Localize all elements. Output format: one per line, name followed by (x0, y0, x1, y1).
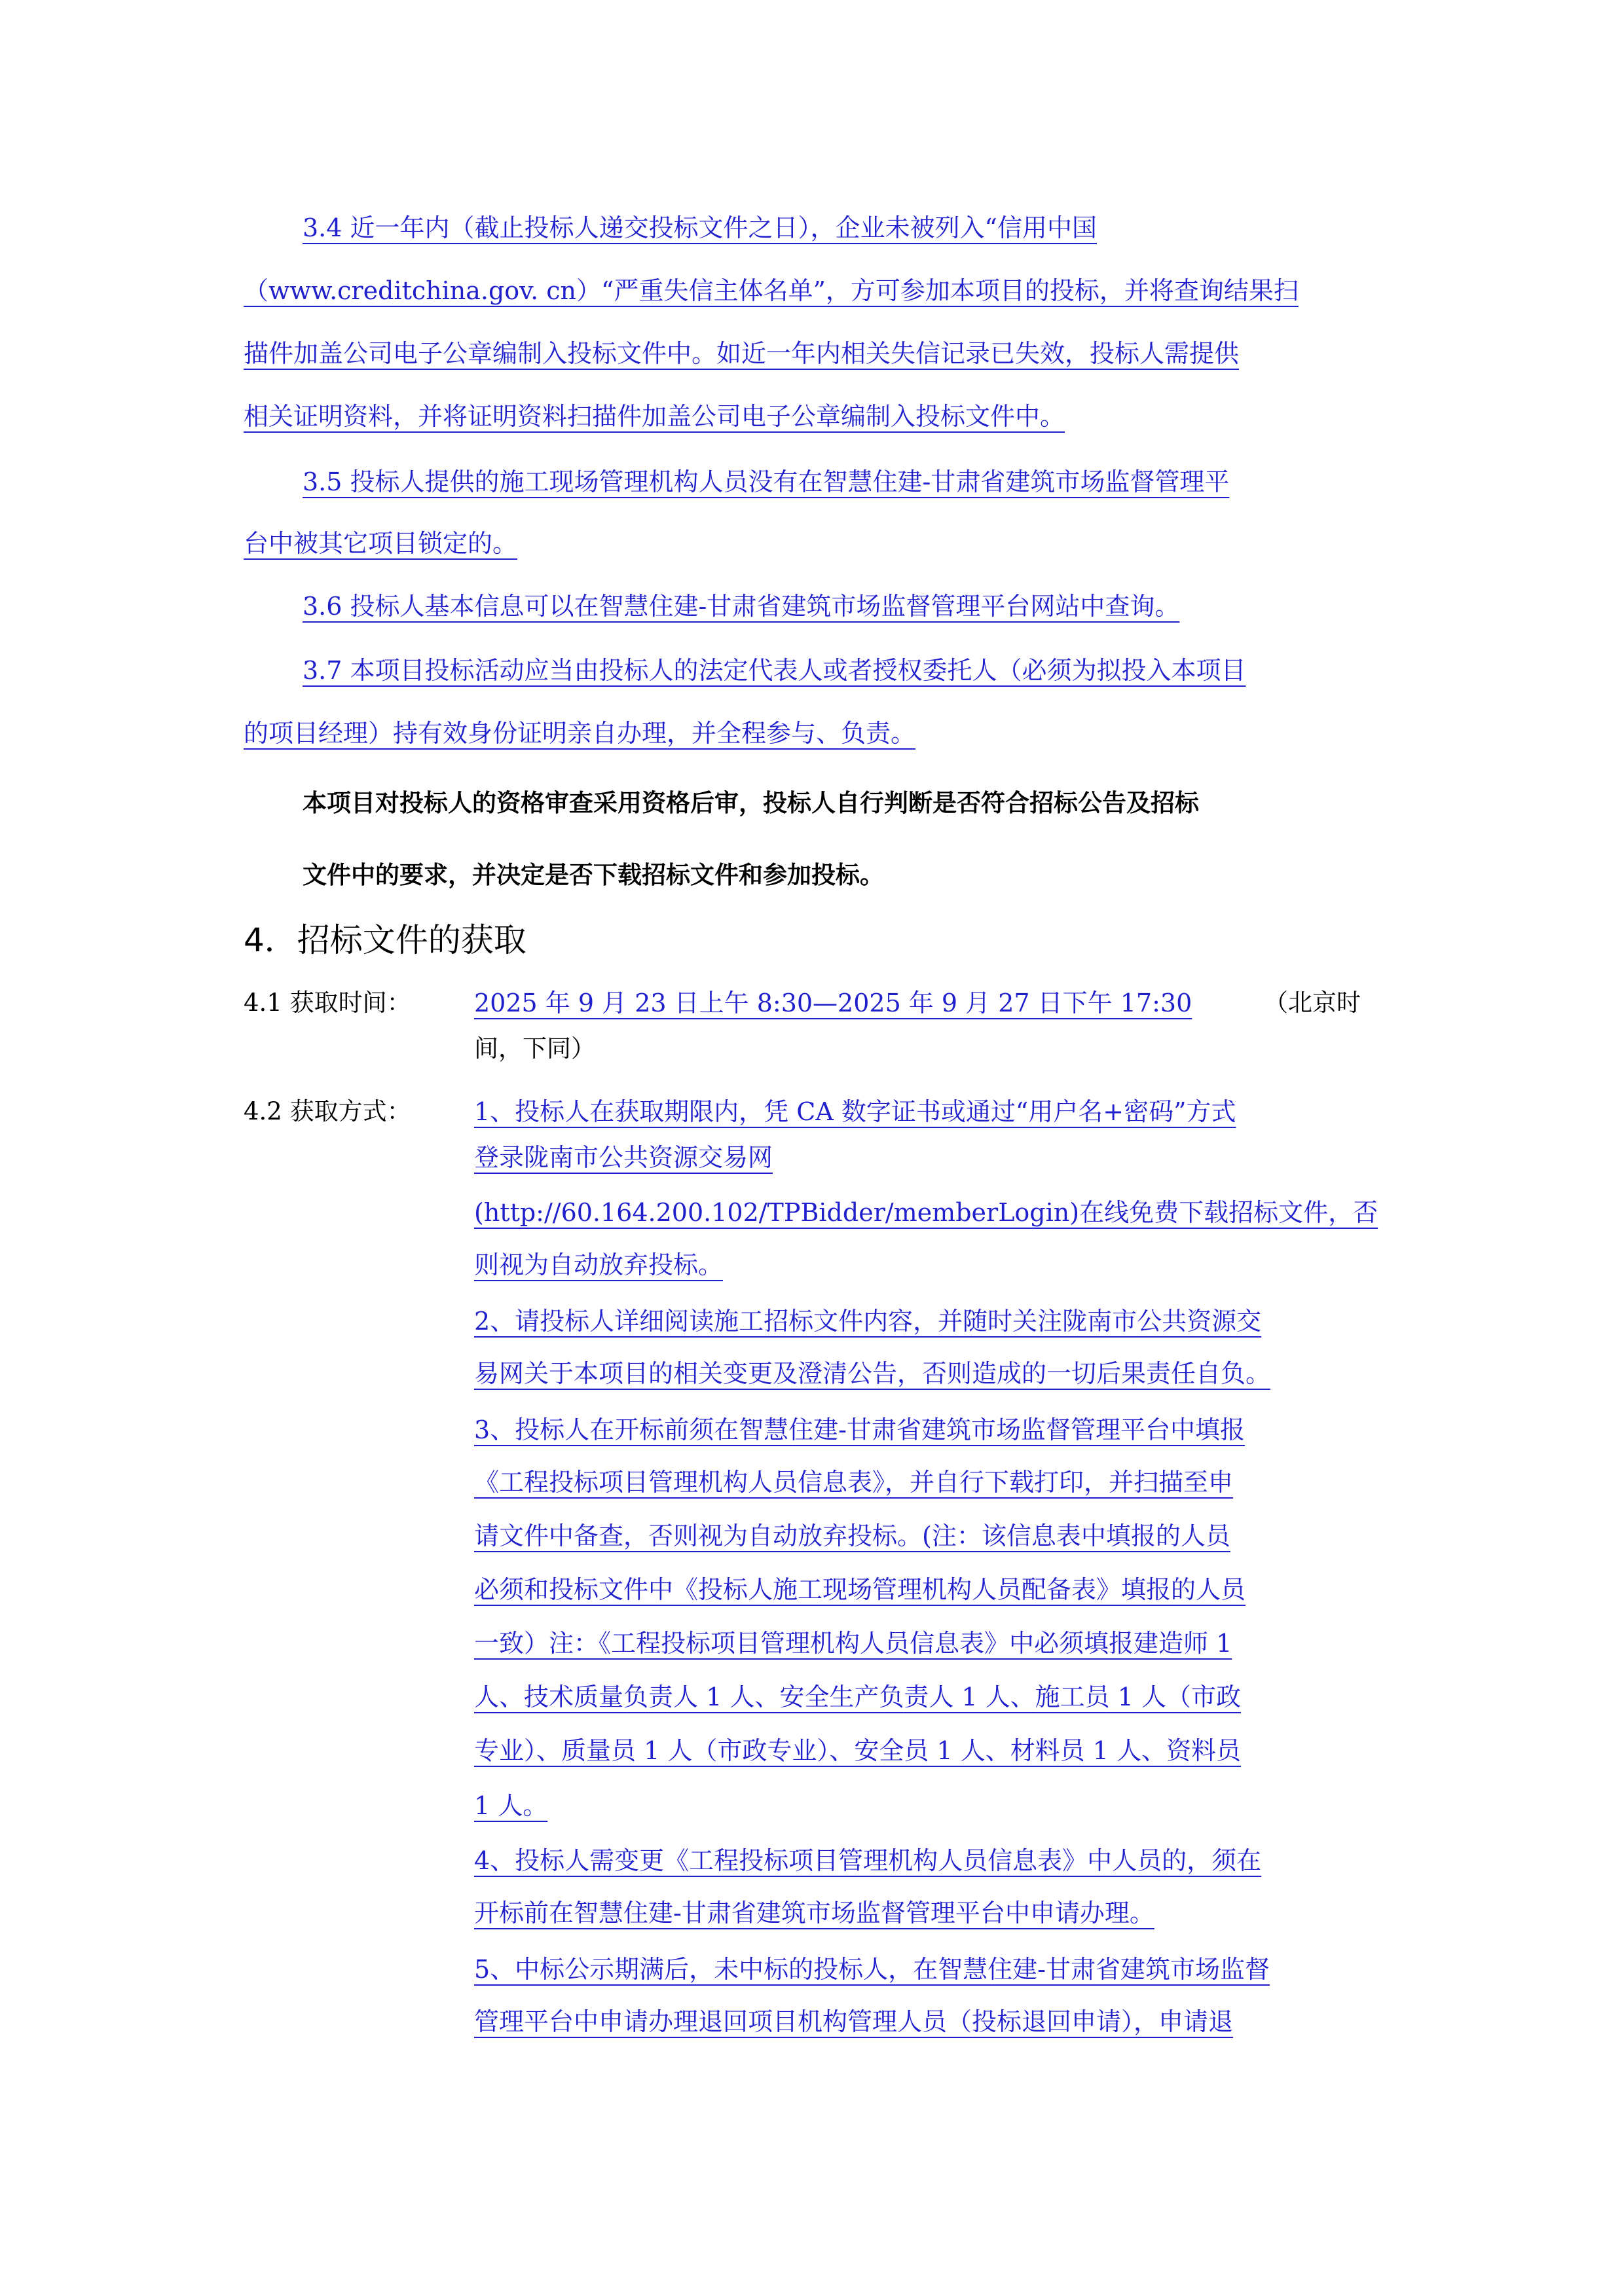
method-line: 一致）注：《工程投标项目管理机构人员信息表》中必须填报建造师 1 (474, 1629, 1232, 1658)
time-line-2: 间，下同） (474, 1034, 595, 1063)
method-line: 《工程投标项目管理机构人员信息表》，并自行下载打印，并扫描至申 (474, 1468, 1234, 1497)
para-3-4-line-4: 相关证明资料，并将证明资料扫描件加盖公司电子公章编制入投标文件中。 (244, 402, 1065, 431)
method-line[interactable]: (http://60.164.200.102/TPBidder/memberLogin)在线免费下载招标文件，否 (474, 1198, 1378, 1227)
method-line: 专业）、质量员 1 人（市政专业）、安全员 1 人、材料员 1 人、资料员 (474, 1736, 1242, 1765)
para-3-5-line-1: 3.5 投标人提供的施工现场管理机构人员没有在智慧住建-甘肃省建筑市场监督管理平 (303, 467, 1230, 496)
method-line: 2、请投标人详细阅读施工招标文件内容，并随时关注陇南市公共资源交 (474, 1307, 1262, 1336)
time-value: 2025 年 9 月 23 日上午 8:30—2025 年 9 月 27 日下午 17:30 (474, 989, 1192, 1017)
para-3-6-line-1: 3.6 投标人基本信息可以在智慧住建-甘肃省建筑市场监督管理平台网站中查询。 (303, 592, 1180, 621)
para-3-5-line-2: 台中被其它项目锁定的。 (244, 529, 518, 558)
method-line: 1、投标人在获取期限内，凭 CA 数字证书或通过“用户名+密码”方式 (474, 1097, 1236, 1126)
section-4-heading: 4．招标文件的获取 (244, 921, 526, 959)
method-line: 请文件中备查，否则视为自动放弃投标。(注：该信息表中填报的人员 (474, 1522, 1230, 1550)
method-label: 4.2 获取方式： (244, 1097, 411, 1125)
method-line: 登录陇南市公共资源交易网 (474, 1143, 773, 1172)
method-line: 4、投标人需变更《工程投标项目管理机构人员信息表》中人员的，须在 (474, 1846, 1262, 1875)
method-line: 人、技术质量负责人 1 人、安全生产负责人 1 人、施工员 1 人（市政 (474, 1683, 1242, 1711)
para-3-4-line-3: 描件加盖公司电子公章编制入投标文件中。如近一年内相关失信记录已失效，投标人需提供 (244, 339, 1240, 368)
para-3-4-line-2: （www.creditchina.gov. cn）“严重失信主体名单”，方可参加本项目的投标，并将查询结果扫 (244, 276, 1299, 305)
method-line: 则视为自动放弃投标。 (474, 1250, 724, 1279)
para-3-7-line-1: 3.7 本项目投标活动应当由投标人的法定代表人或者授权委托人（必须为拟投入本项目 (303, 656, 1246, 685)
method-line: 3、投标人在开标前须在智慧住建-甘肃省建筑市场监督管理平台中填报 (474, 1415, 1246, 1444)
review-line-2: 文件中的要求，并决定是否下载招标文件和参加投标。 (303, 860, 884, 889)
time-label: 4.1 获取时间： (244, 989, 411, 1017)
method-line: 开标前在智慧住建-甘肃省建筑市场监督管理平台中申请办理。 (474, 1899, 1154, 1927)
method-line: 易网关于本项目的相关变更及澄清公告，否则造成的一切后果责任自负。 (474, 1359, 1271, 1388)
time-suffix: （北京时 (1264, 989, 1361, 1017)
method-line: 5、中标公示期满后，未中标的投标人，在智慧住建-甘肃省建筑市场监督 (474, 1955, 1270, 1984)
method-line: 1 人。 (474, 1791, 548, 1820)
para-3-4-line-1: 3.4 近一年内（截止投标人递交投标文件之日），企业未被列入“信用中国 (303, 213, 1097, 242)
para-3-7-line-2: 的项目经理）持有效身份证明亲自办理，并全程参与、负责。 (244, 719, 916, 748)
method-line: 管理平台中申请办理退回项目机构管理人员（投标退回申请），申请退 (474, 2007, 1234, 2036)
review-line-1: 本项目对投标人的资格审查采用资格后审，投标人自行判断是否符合招标公告及招标 (303, 788, 1199, 817)
method-line: 必须和投标文件中《投标人施工现场管理机构人员配备表》填报的人员 (474, 1575, 1246, 1604)
